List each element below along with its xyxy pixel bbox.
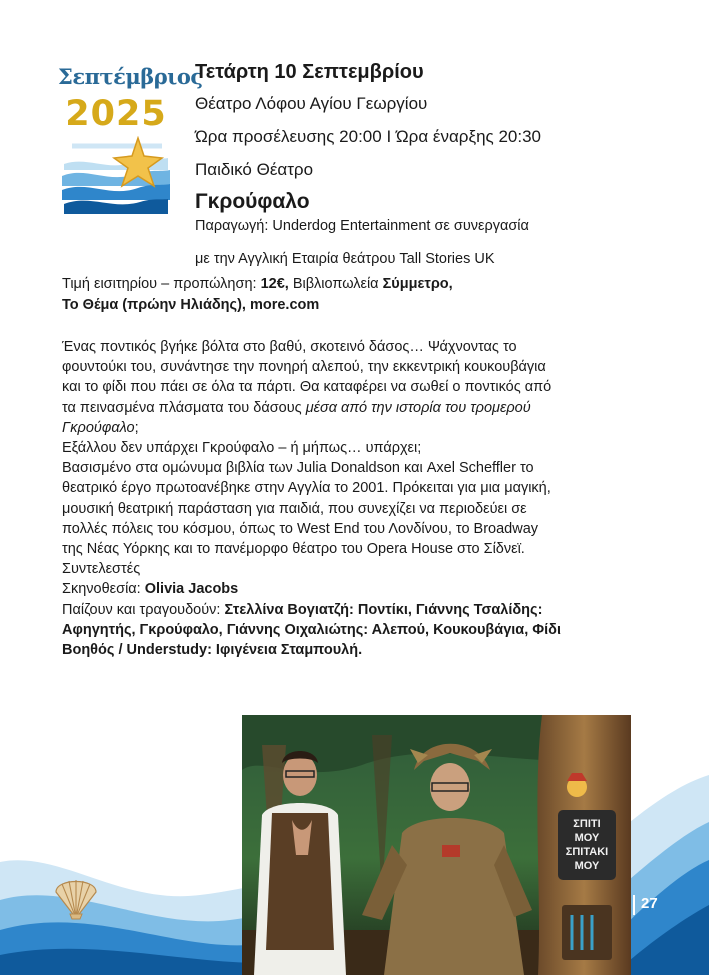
sign-text: ΣΠΙΤΙ bbox=[573, 818, 601, 830]
description-line: θεατρικό έργο πρωτοανέβηκε στην Αγγλία το 2001. Πρόκειται για μια μαγική, bbox=[62, 480, 551, 497]
page-number-divider bbox=[633, 895, 635, 915]
event-category: Παιδικό Θέατρο bbox=[195, 160, 314, 179]
cast-line: Αφηγητής, Γκρούφαλο, Γιάννης Οιχαλιώτης: Αλεπού, Κουκουβάγια, Φίδι bbox=[62, 621, 562, 638]
credits-heading: Συντελεστές bbox=[62, 561, 141, 578]
cast-line: Στελλίνα Βογιατζή: Ποντίκι, Γιάννης Τσαλίδης: bbox=[224, 601, 543, 618]
description-italic: Γκρούφαλο bbox=[62, 419, 135, 436]
ticket-shop1: Σύμμετρο, bbox=[382, 276, 453, 292]
ticket-info bbox=[62, 274, 662, 316]
ticket-price: 12€, bbox=[260, 276, 289, 292]
tree-sign bbox=[537, 715, 631, 975]
event-venue: Θέατρο Λόφου Αγίου Γεωργίου bbox=[195, 94, 428, 113]
description-line: Εξάλλου δεν υπάρχει Γκρούφαλο – ή μήπως… υπάρχει; bbox=[62, 440, 422, 457]
ticket-prefix: Τιμή εισιτηρίου – προπώληση: bbox=[62, 276, 261, 292]
cast-line: Βοηθός / Understudy: Ιφιγένεια Σταμπουλή. bbox=[62, 642, 363, 659]
logo-month: Σεπτέμβριος bbox=[58, 64, 203, 89]
starfish-sea-icon bbox=[58, 136, 174, 216]
performance-photo bbox=[242, 715, 631, 975]
event-date: Τετάρτη 10 Σεπτεμβρίου bbox=[195, 61, 424, 83]
description-line: της Νέας Υόρκης και το πανέμορφο θέατρο του Opera House στο Σίδνεϊ. bbox=[62, 541, 525, 558]
ticket-shops2: Το Θέμα (πρώην Ηλιάδης), more.com bbox=[62, 297, 320, 313]
sign-text: ΜΟΥ bbox=[574, 832, 600, 844]
sign-text: ΣΠΙΤΑΚΙ bbox=[565, 846, 609, 858]
description-line: μουσική θεατρική παράσταση για παιδιά, που συνεχίζει να περιοδεύει σε bbox=[62, 500, 527, 517]
director-name: Olivia Jacobs bbox=[144, 581, 239, 598]
event-production-line2: με την Αγγλική Εταιρία θεάτρου Tall Stories UK bbox=[195, 250, 495, 267]
description-line: και το φίδι που πάει σε όλα τα πάρτι. Θα καταφέρει να σωθεί ο ποντικός από bbox=[62, 379, 552, 396]
festival-logo bbox=[58, 58, 203, 218]
description-line: τα πεινασμένα πλάσματα του δάσους bbox=[62, 399, 306, 416]
event-info bbox=[195, 62, 675, 282]
event-title: Γκρούφαλο bbox=[195, 190, 310, 213]
logo-year: 2025 bbox=[65, 94, 167, 134]
description-line: Ένας ποντικός βγήκε βόλτα στο βαθύ, σκοτεινό δάσος… Ψάχνοντας το bbox=[62, 339, 517, 355]
sign-text: ΜΟΥ bbox=[574, 860, 600, 872]
cast-label: Παίζουν και τραγουδούν: bbox=[62, 601, 225, 618]
description-line: πολλές πόλεις του κόσμου, όπως το West End του Λονδίνου, το Broadway bbox=[62, 520, 539, 537]
description-line: Βασισμένο στα ομώνυμα βιβλία των Julia Donaldson και Axel Scheffler το bbox=[62, 460, 534, 477]
page-number: 27 bbox=[641, 895, 658, 912]
ticket-mid: Βιβλιοπωλεία bbox=[288, 276, 383, 292]
description-punct: ; bbox=[134, 419, 139, 436]
description-italic: μέσα από την ιστορία του τρομερού bbox=[305, 399, 531, 416]
seashell-icon bbox=[50, 870, 102, 920]
description-line: φουντούκι του, συνάντησε την πονηρή αλεπού, την εκκεντρική κουκουβάγια bbox=[62, 359, 546, 376]
event-times: Ώρα προσέλευσης 20:00 Ι Ώρα έναρξης 20:30 bbox=[195, 127, 542, 146]
director-label: Σκηνοθεσία: bbox=[62, 581, 145, 598]
event-production-line1: Παραγωγή: Underdog Entertainment σε συνεργασία bbox=[195, 218, 529, 234]
description bbox=[62, 337, 662, 660]
